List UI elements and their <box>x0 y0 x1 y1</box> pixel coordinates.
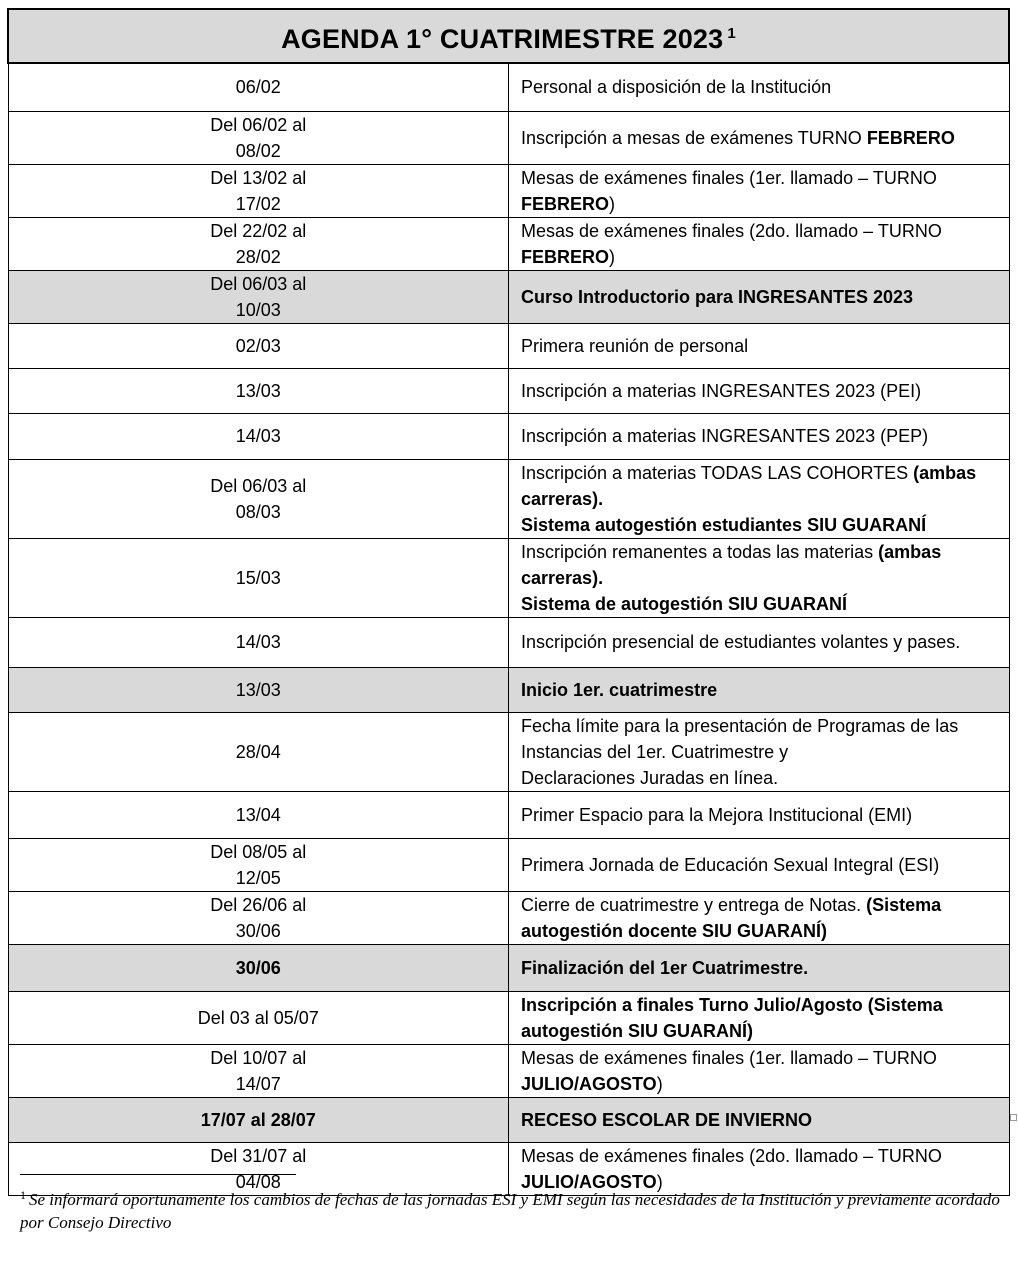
footnote-text: Se informará oportunamente los cambios de fechas de las jornadas ESI y EMI según las necesidades de la Institución y previamente acordado por Consejo Directivo <box>20 1190 1000 1232</box>
description-bold: (ambas carreras). <box>521 541 942 588</box>
date-line-2: 28/02 <box>235 246 281 267</box>
description-cell: Inscripción a materias INGRESANTES 2023 (PEP) <box>509 413 1010 459</box>
date-cell: 13/03 <box>8 368 509 413</box>
title-footnote-ref: 1 <box>727 24 736 42</box>
date-line-2: 04/08 <box>235 1171 281 1192</box>
date-line-2: 08/03 <box>235 501 281 522</box>
date-line-2: 30/06 <box>235 920 281 941</box>
title-row <box>8 9 1009 63</box>
description-bold: JULIO/AGOSTO <box>521 1073 657 1094</box>
date-line-1: Del 13/02 al <box>210 167 307 188</box>
description-bold: (ambas carreras). <box>521 462 977 509</box>
description-bold: JULIO/AGOSTO <box>521 1171 657 1192</box>
date-line-2: 10/03 <box>235 299 281 320</box>
description-text: Mesas de exámenes finales (2do. llamado – TURNO <box>521 220 942 241</box>
date-cell: 13/04 <box>8 791 509 838</box>
date-cell <box>8 838 509 891</box>
description-text: Inscripción a materias TODAS LAS COHORTES <box>521 462 914 483</box>
date-cell: 02/03 <box>8 323 509 368</box>
description-cell <box>509 459 1010 538</box>
table-row <box>8 538 1009 617</box>
table-row <box>8 712 1009 791</box>
table-resize-handle[interactable] <box>1010 1114 1017 1121</box>
date-line-2: 14/07 <box>235 1073 281 1094</box>
description-line-2: Declaraciones Juradas en línea. <box>521 767 779 788</box>
table-row <box>8 413 1009 459</box>
table-row <box>8 617 1009 667</box>
date-cell: 28/04 <box>8 712 509 791</box>
description-cell <box>509 891 1010 944</box>
date-line-2: 17/02 <box>235 193 281 214</box>
description-line-2: Sistema autogestión estudiantes SIU GUARANÍ <box>521 514 927 535</box>
description-cell: RECESO ESCOLAR DE INVIERNO <box>509 1097 1010 1142</box>
description-bold: FEBRERO <box>521 193 610 214</box>
date-line-1: Del 10/07 al <box>210 1047 307 1068</box>
description-bold: FEBRERO <box>521 246 610 267</box>
table-row <box>8 667 1009 712</box>
date-cell <box>8 270 509 323</box>
footnote-separator <box>20 1174 296 1175</box>
description-cell: Inicio 1er. cuatrimestre <box>509 667 1010 712</box>
date-cell: 17/07 al 28/07 <box>8 1097 509 1142</box>
date-cell: 15/03 <box>8 538 509 617</box>
description-line-1: Fecha límite para la presentación de Programas de las Instancias del 1er. Cuatrimestre y <box>521 715 959 762</box>
description-cell <box>509 164 1010 217</box>
date-line-2: 12/05 <box>235 867 281 888</box>
date-cell <box>8 891 509 944</box>
date-cell: Del 03 al 05/07 <box>8 991 509 1044</box>
table-row <box>8 991 1009 1044</box>
date-line-1: Del 06/03 al <box>210 273 307 294</box>
date-line-1: Del 06/02 al <box>210 114 307 135</box>
description-text: Cierre de cuatrimestre y entrega de Notas. <box>521 894 867 915</box>
table-row <box>8 217 1009 270</box>
date-cell: 14/03 <box>8 617 509 667</box>
table-row <box>8 791 1009 838</box>
description-cell <box>509 111 1010 164</box>
agenda-table <box>7 8 1010 1196</box>
date-line-2: 08/02 <box>235 140 281 161</box>
description-cell: Inscripción a materias INGRESANTES 2023 (PEI) <box>509 368 1010 413</box>
description-tail: ) <box>656 1073 663 1094</box>
description-cell: Primera Jornada de Educación Sexual Integral (ESI) <box>509 838 1010 891</box>
table-row <box>8 270 1009 323</box>
description-cell <box>509 538 1010 617</box>
description-tail: ) <box>609 246 616 267</box>
date-line-1: Del 08/05 al <box>210 841 307 862</box>
table-row <box>8 891 1009 944</box>
description-text: Mesas de exámenes finales (1er. llamado – TURNO <box>521 1047 937 1068</box>
date-cell <box>8 459 509 538</box>
date-cell <box>8 217 509 270</box>
description-line-1 <box>521 460 997 512</box>
table-row <box>8 1044 1009 1097</box>
date-line-1: Del 22/02 al <box>210 220 307 241</box>
date-cell: 13/03 <box>8 667 509 712</box>
description-text: Inscripción a mesas de exámenes TURNO <box>521 127 867 148</box>
date-cell: 14/03 <box>8 413 509 459</box>
date-line-1: Del 26/06 al <box>210 894 307 915</box>
table-row <box>8 63 1009 111</box>
description-text: Mesas de exámenes finales (1er. llamado – TURNO <box>521 167 937 188</box>
description-line-2: Sistema de autogestión SIU GUARANÍ <box>521 593 848 614</box>
description-cell: Primera reunión de personal <box>509 323 1010 368</box>
footnote <box>20 1184 1000 1234</box>
description-bold: (Sistema autogestión docente SIU GUARANÍ) <box>521 894 942 941</box>
table-row <box>8 944 1009 991</box>
description-cell: Curso Introductorio para INGRESANTES 2023 <box>509 270 1010 323</box>
description-cell: Personal a disposición de la Institución <box>509 63 1010 111</box>
date-cell <box>8 164 509 217</box>
title-text: AGENDA 1° CUATRIMESTRE 2023 <box>281 23 724 54</box>
table-row <box>8 838 1009 891</box>
page-title <box>8 9 1009 63</box>
table-row <box>8 111 1009 164</box>
description-cell: Inscripción presencial de estudiantes volantes y pases. <box>509 617 1010 667</box>
date-line-1: Del 06/03 al <box>210 475 307 496</box>
description-cell <box>509 1044 1010 1097</box>
description-tail: ) <box>609 193 616 214</box>
description-tail: ) <box>656 1171 663 1192</box>
table-row <box>8 323 1009 368</box>
table-row <box>8 164 1009 217</box>
date-line-1: Del 31/07 al <box>210 1145 307 1166</box>
date-cell: 30/06 <box>8 944 509 991</box>
description-cell: Primer Espacio para la Mejora Institucional (EMI) <box>509 791 1010 838</box>
description-text: Mesas de exámenes finales (2do. llamado – TURNO <box>521 1145 942 1166</box>
footnote-number: 1 <box>20 1188 26 1202</box>
description-cell: Finalización del 1er Cuatrimestre. <box>509 944 1010 991</box>
table-row <box>8 1097 1009 1142</box>
description-bold: FEBRERO <box>866 127 955 148</box>
description-line-1 <box>521 539 997 591</box>
description-text: Inscripción remanentes a todas las materias <box>521 541 879 562</box>
description-cell <box>509 712 1010 791</box>
date-cell <box>8 1044 509 1097</box>
table-row <box>8 459 1009 538</box>
description-cell <box>509 217 1010 270</box>
description-cell: Inscripción a finales Turno Julio/Agosto (Sistema autogestión SIU GUARANÍ) <box>509 991 1010 1044</box>
table-row <box>8 368 1009 413</box>
date-cell <box>8 111 509 164</box>
date-cell: 06/02 <box>8 63 509 111</box>
